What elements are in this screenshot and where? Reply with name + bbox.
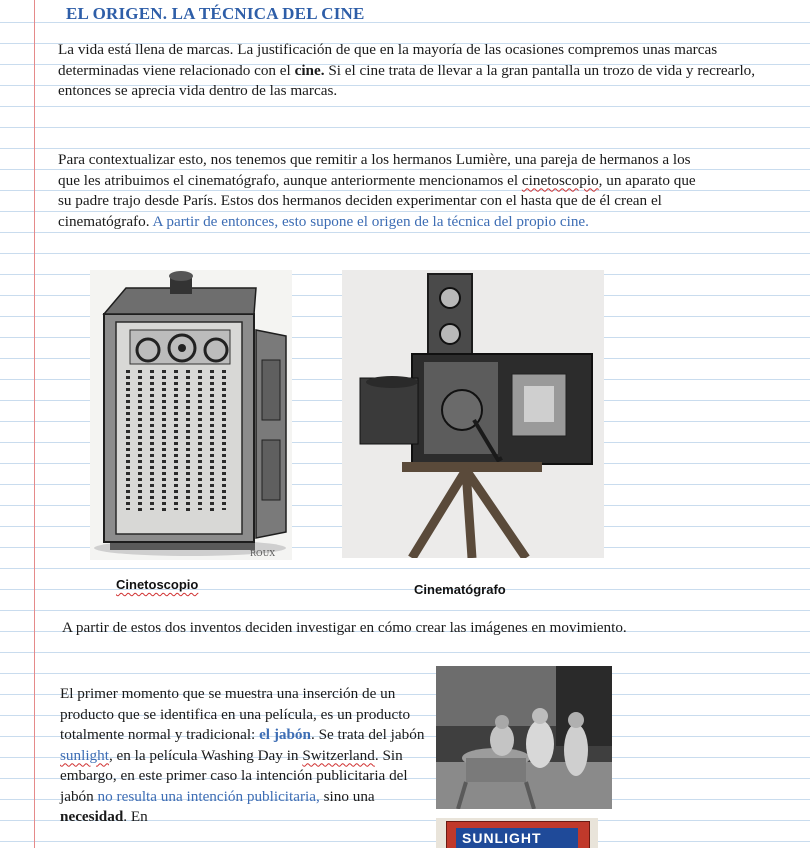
inventions-paragraph: A partir de estos dos inventos deciden investigar en cómo crear las imágenes en movimiento.: [62, 619, 627, 636]
cinematograph-drawing: [342, 270, 604, 558]
soap-box-label: SUNLIGHT: [462, 830, 542, 846]
kinetoscope-image: [90, 270, 292, 560]
spell-flagged-word: cinetoscopio: [521, 171, 599, 189]
cinematograph-caption: Cinematógrafo: [414, 582, 506, 597]
intro-paragraph: La vida está llena de marcas. La justificación de que en la mayoría de las ocasiones compremos unas marcas determinadas viene relacionado con el cine. Si el cine trata de llevar a la gran pantalla un trozo de vida y recrearlo, entonces se aprecia vida dentro de las marcas.: [58, 41, 756, 99]
cinematograph-image: [342, 270, 604, 558]
washing-scene-drawing: [436, 666, 612, 809]
notebook-margin-line: [34, 0, 35, 848]
kinetoscope-drawing: [90, 270, 292, 560]
necesidad-keyword: necesidad: [60, 808, 124, 825]
sunlight-soap-box-image: [436, 818, 598, 848]
soap-keyword: el jabón: [259, 726, 311, 743]
engraver-signature: ROUX: [250, 549, 276, 558]
product-placement-paragraph: El primer momento que se muestra una inserción de un producto que se identifica en una película, es un producto totalmente normal y tradicional: el jabón. Se trata del jabón sunlight, en la película Washing Day in Switzerland. Sin embargo, en este primer caso la intención publicitaria del jabón no resulta una intención publicitaria, sino una necesidad. En: [60, 685, 425, 825]
sunlight-keyword: sunlight: [60, 746, 109, 764]
highlighted-phrase-2: no resulta una intención publicitaria,: [97, 787, 320, 805]
page-heading: EL ORIGEN. LA TÉCNICA DEL CINE: [66, 4, 365, 23]
spell-flagged-word-switzerland: Switzerland: [302, 746, 375, 764]
lumiere-paragraph: Para contextualizar esto, nos tenemos que remitir a los hermanos Lumière, una pareja de hermanos a los que les atribuimos el cinematógrafo, aunque anteriormente mencionamos el cinetoscopio, un aparato que su padre trajo desde París. Estos dos hermanos deciden experimentar con el hasta que de él crean el cinematógrafo. A partir de entonces, esto supone el origen de la técnica del propio cine.: [58, 151, 696, 230]
kinetoscope-caption: Cinetoscopio: [116, 577, 199, 592]
film-still-image: [436, 666, 612, 809]
highlighted-phrase: A partir de entonces, esto supone el origen de la técnica del propio cine.: [152, 212, 589, 230]
cine-keyword: cine.: [294, 61, 325, 79]
